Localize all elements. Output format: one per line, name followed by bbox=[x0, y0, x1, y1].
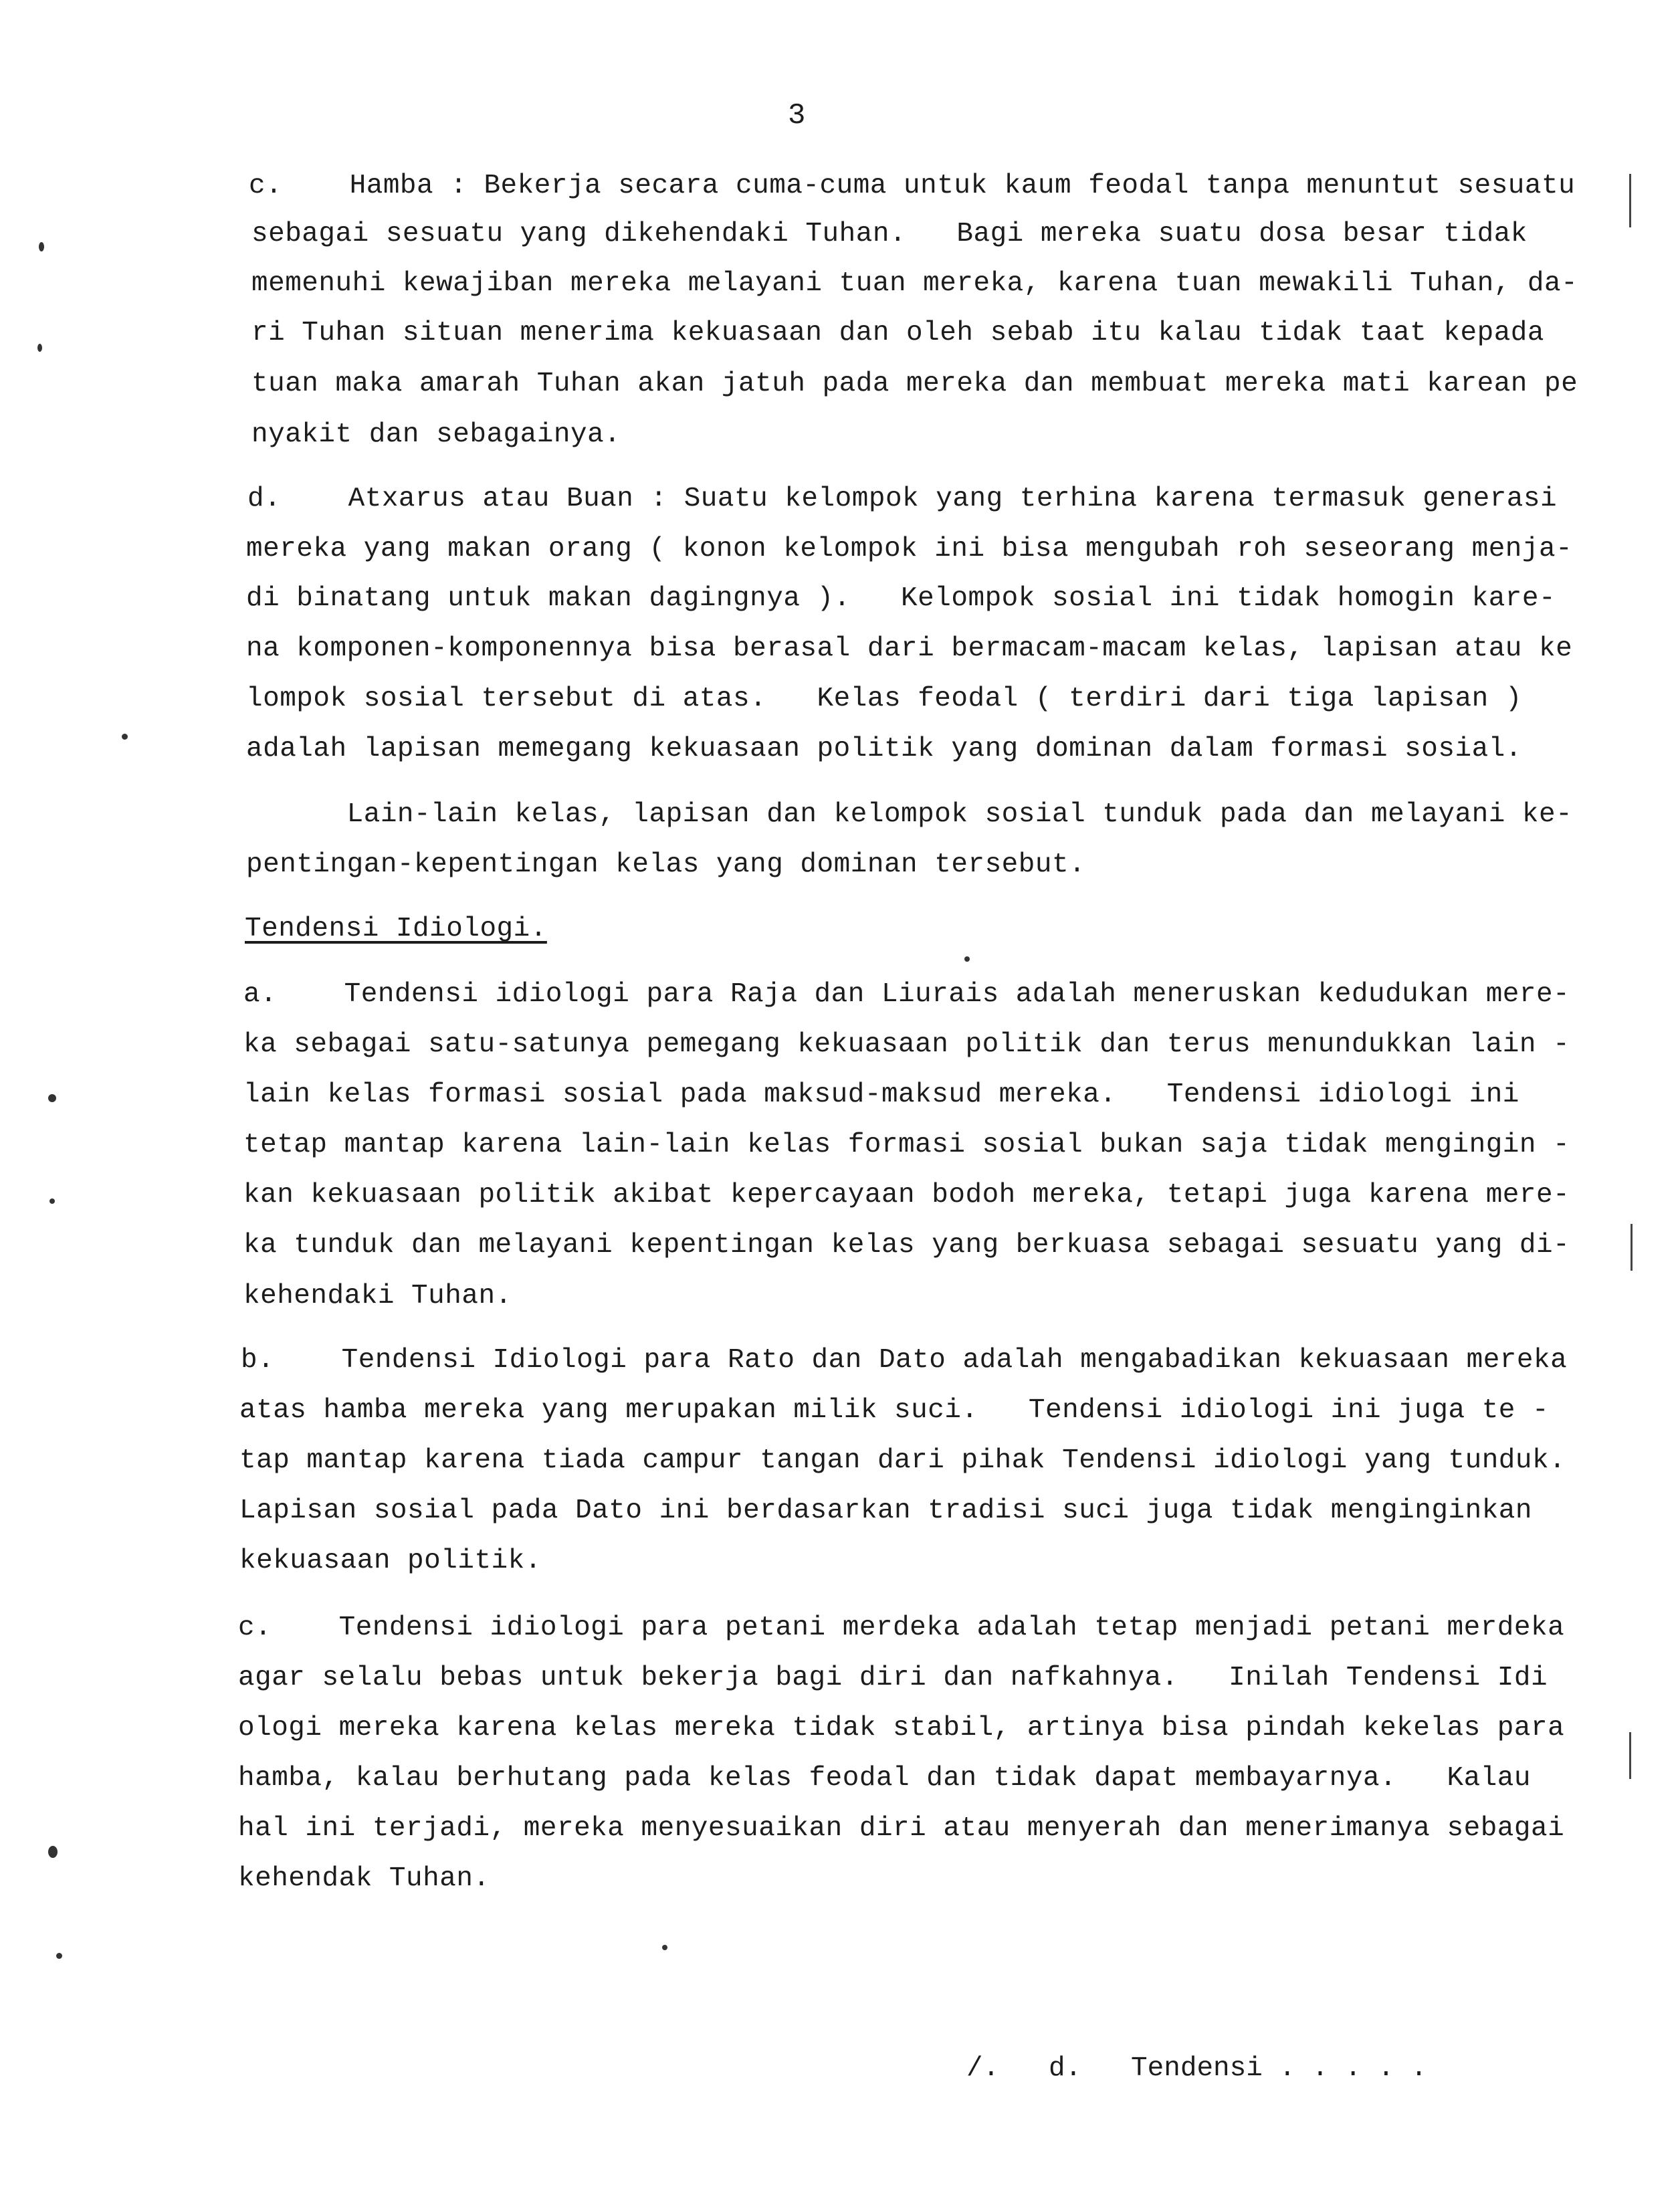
scan-speck bbox=[37, 344, 42, 352]
text-line: Lain-lain kelas, lapisan dan kelompok sosial tunduk pada dan melayani ke- bbox=[246, 799, 1573, 830]
text-line: ka sebagai satu-satunya pemegang kekuasaan politik dan terus menundukkan lain - bbox=[243, 1029, 1570, 1060]
text-line: lain kelas formasi sosial pada maksud-maksud mereka. Tendensi idiologi ini bbox=[243, 1079, 1519, 1110]
edge-mark bbox=[1629, 1732, 1631, 1779]
scan-speck bbox=[48, 1094, 56, 1102]
text-line: memenuhi kewajiban mereka melayani tuan mereka, karena tuan mewakili Tuhan, da- bbox=[251, 268, 1578, 299]
text-line: tuan maka amarah Tuhan akan jatuh pada mereka dan membuat mereka mati karean pe bbox=[251, 369, 1578, 399]
section-heading: Tendensi Idiologi. bbox=[245, 914, 547, 944]
scan-speck bbox=[964, 956, 970, 962]
scan-speck bbox=[48, 1846, 58, 1858]
text-line: sebagai sesuatu yang dikehendaki Tuhan. Bagi mereka suatu dosa besar tidak bbox=[251, 219, 1528, 249]
text-line: di binatang untuk makan dagingnya ). Kelompok sosial ini tidak homogin kare- bbox=[246, 583, 1556, 614]
scan-speck bbox=[662, 1945, 667, 1950]
text-line: kehendaki Tuhan. bbox=[243, 1281, 512, 1311]
text-line: ologi mereka karena kelas mereka tidak stabil, artinya bisa pindah kekelas para bbox=[238, 1713, 1565, 1744]
text-line: hal ini terjadi, mereka menyesuaikan diri atau menyerah dan menerimanya sebagai bbox=[238, 1813, 1565, 1844]
text-line: adalah lapisan memegang kekuasaan politik yang dominan dalam formasi sosial. bbox=[246, 734, 1522, 764]
text-line: ri Tuhan situan menerima kekuasaan dan oleh sebab itu kalau tidak taat kepada bbox=[251, 318, 1545, 348]
text-line: kehendak Tuhan. bbox=[238, 1863, 490, 1894]
text-line: d. Atxarus atau Buan : Suatu kelompok yang terhina karena termasuk generasi bbox=[247, 484, 1558, 514]
text-line: ka tunduk dan melayani kepentingan kelas yang berkuasa sebagai sesuatu yang di- bbox=[243, 1230, 1570, 1261]
text-line: agar selalu bebas untuk bekerja bagi diri dan nafkahnya. Inilah Tendensi Idi bbox=[238, 1663, 1548, 1693]
text-line: Lapisan sosial pada Dato ini berdasarkan tradisi suci juga tidak menginginkan bbox=[239, 1495, 1533, 1526]
text-line: kan kekuasaan politik akibat kepercayaan bodoh mereka, tetapi juga karena mere- bbox=[243, 1180, 1570, 1211]
text-line: tetap mantap karena lain-lain kelas formasi sosial bukan saja tidak mengingin - bbox=[243, 1130, 1570, 1160]
text-line: na komponen-komponennya bisa berasal dari bermacam-macam kelas, lapisan atau ke bbox=[246, 633, 1573, 664]
text-line: mereka yang makan orang ( konon kelompok ini bisa mengubah roh seseorang menja- bbox=[246, 534, 1573, 564]
catchword: /. d. Tendensi . . . . . bbox=[966, 2053, 1427, 2084]
scan-speck bbox=[122, 734, 128, 740]
text-line: lompok sosial tersebut di atas. Kelas feodal ( terdiri dari tiga lapisan ) bbox=[246, 684, 1522, 714]
edge-mark bbox=[1631, 1224, 1633, 1271]
scan-speck bbox=[56, 1953, 62, 1959]
text-line: pentingan-kepentingan kelas yang dominan tersebut. bbox=[246, 849, 1086, 880]
scan-speck bbox=[49, 1198, 55, 1204]
scan-speck bbox=[39, 242, 44, 251]
text-line: b. Tendensi Idiologi para Rato dan Dato adalah mengabadikan kekuasaan mereka bbox=[241, 1345, 1568, 1376]
text-line: nyakit dan sebagainya. bbox=[251, 419, 621, 450]
edge-mark bbox=[1629, 174, 1631, 227]
text-line: c. Tendensi idiologi para petani merdeka adalah tetap menjadi petani merdeka bbox=[238, 1612, 1565, 1643]
text-line: kekuasaan politik. bbox=[239, 1546, 542, 1576]
page-number: 3 bbox=[788, 99, 806, 132]
text-line: tap mantap karena tiada campur tangan dari pihak Tendensi idiologi yang tunduk. bbox=[239, 1445, 1566, 1476]
text-line: c. Hamba : Bekerja secara cuma-cuma untuk kaum feodal tanpa menuntut sesuatu bbox=[249, 171, 1576, 201]
text-line: atas hamba mereka yang merupakan milik suci. Tendensi idiologi ini juga te - bbox=[239, 1395, 1550, 1426]
text-line: hamba, kalau berhutang pada kelas feodal dan tidak dapat membayarnya. Kalau bbox=[238, 1763, 1532, 1794]
text-line: a. Tendensi idiologi para Raja dan Liurais adalah meneruskan kedudukan mere- bbox=[243, 979, 1570, 1010]
